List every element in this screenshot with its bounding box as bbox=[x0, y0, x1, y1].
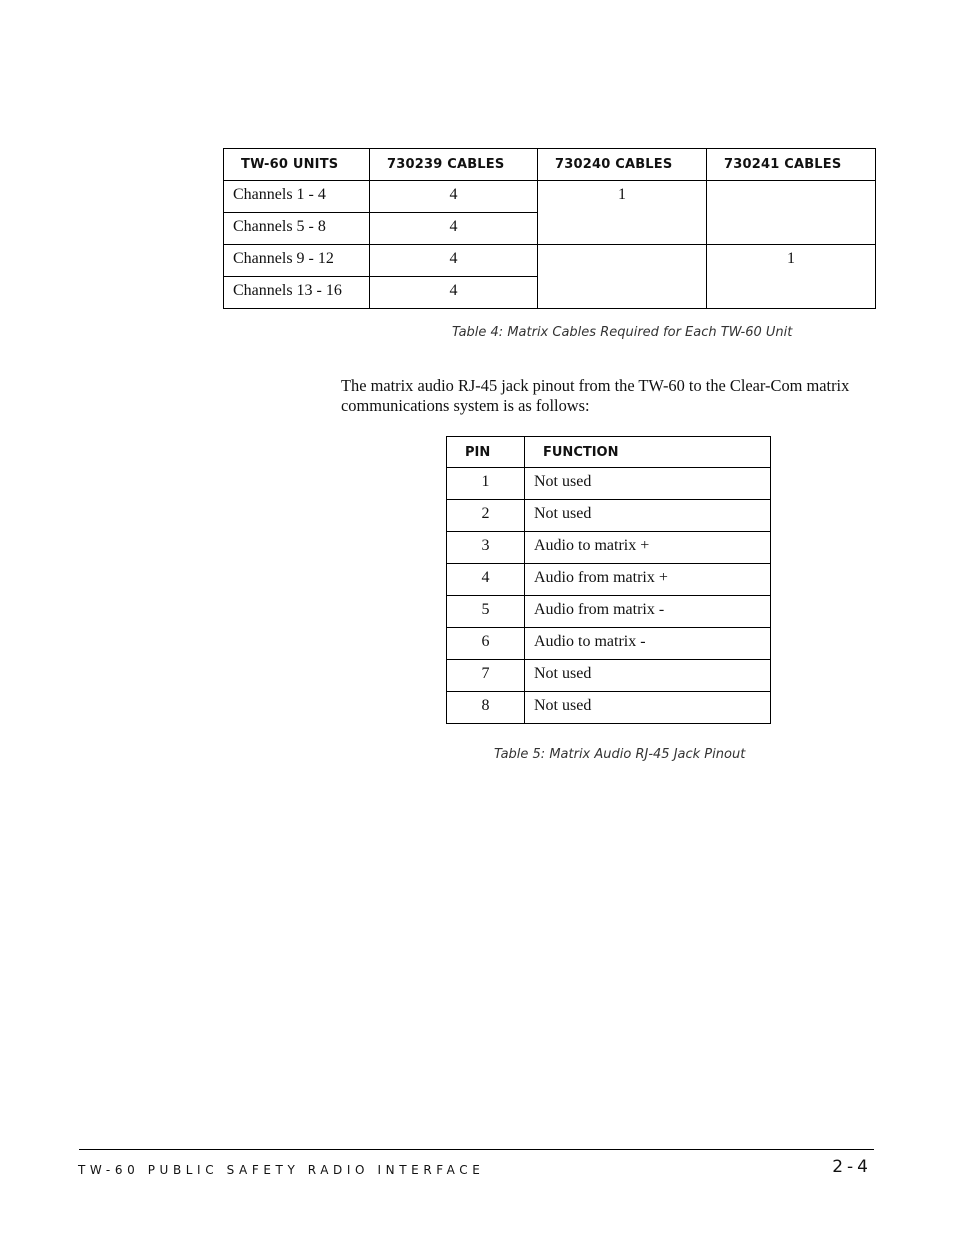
column-header-units: TW-60 UNITS bbox=[224, 149, 370, 181]
pinout-table bbox=[446, 436, 771, 724]
cable-730239-cell: 4 bbox=[370, 277, 538, 309]
body-paragraph: The matrix audio RJ-45 jack pinout from the TW-60 to the Clear-Com matrix communications system is as follows: bbox=[341, 376, 850, 415]
pin-cell: 6 bbox=[447, 628, 525, 660]
function-cell: Not used bbox=[525, 660, 771, 692]
function-cell: Audio to matrix + bbox=[525, 532, 771, 564]
cable-730241-cell: 1 bbox=[707, 245, 876, 309]
pin-cell: 3 bbox=[447, 532, 525, 564]
table-row bbox=[224, 181, 876, 213]
table-row bbox=[447, 468, 771, 500]
pin-cell: 8 bbox=[447, 692, 525, 724]
column-header-730241: 730241 CABLES bbox=[707, 149, 876, 181]
pin-cell: 4 bbox=[447, 564, 525, 596]
table-row bbox=[447, 532, 771, 564]
function-cell: Audio to matrix - bbox=[525, 628, 771, 660]
column-header-730240: 730240 CABLES bbox=[538, 149, 707, 181]
footer-divider bbox=[79, 1149, 874, 1150]
column-header-pin: PIN bbox=[447, 437, 525, 468]
table-row bbox=[447, 596, 771, 628]
unit-cell: Channels 9 - 12 bbox=[224, 245, 370, 277]
cable-730239-cell: 4 bbox=[370, 213, 538, 245]
table-5-caption: Table 5: Matrix Audio RJ-45 Jack Pinout bbox=[494, 747, 746, 762]
table-header-row bbox=[447, 437, 771, 468]
table-row bbox=[447, 692, 771, 724]
page-number: 2-4 bbox=[832, 1157, 872, 1177]
pin-cell: 1 bbox=[447, 468, 525, 500]
column-header-730239: 730239 CABLES bbox=[370, 149, 538, 181]
table-header-row bbox=[224, 149, 876, 181]
function-cell: Not used bbox=[525, 500, 771, 532]
function-cell: Not used bbox=[525, 692, 771, 724]
function-cell: Not used bbox=[525, 468, 771, 500]
footer-title: TW-60 PUBLIC SAFETY RADIO INTERFACE bbox=[78, 1163, 485, 1177]
pin-cell: 5 bbox=[447, 596, 525, 628]
cable-730240-empty-cell bbox=[538, 245, 707, 309]
unit-cell: Channels 5 - 8 bbox=[224, 213, 370, 245]
table-row bbox=[447, 564, 771, 596]
table-row bbox=[224, 245, 876, 277]
unit-cell: Channels 13 - 16 bbox=[224, 277, 370, 309]
table-row bbox=[447, 500, 771, 532]
unit-cell: Channels 1 - 4 bbox=[224, 181, 370, 213]
matrix-cables-table bbox=[223, 148, 876, 309]
cable-730239-cell: 4 bbox=[370, 181, 538, 213]
column-header-function: FUNCTION bbox=[525, 437, 771, 468]
function-cell: Audio from matrix + bbox=[525, 564, 771, 596]
pin-cell: 2 bbox=[447, 500, 525, 532]
table-row bbox=[447, 628, 771, 660]
cable-730240-cell: 1 bbox=[538, 181, 707, 245]
table-row bbox=[447, 660, 771, 692]
function-cell: Audio from matrix - bbox=[525, 596, 771, 628]
cable-730239-cell: 4 bbox=[370, 245, 538, 277]
table-4-caption: Table 4: Matrix Cables Required for Each TW-60 Unit bbox=[452, 325, 793, 340]
pin-cell: 7 bbox=[447, 660, 525, 692]
cable-730241-empty-cell bbox=[707, 181, 876, 245]
